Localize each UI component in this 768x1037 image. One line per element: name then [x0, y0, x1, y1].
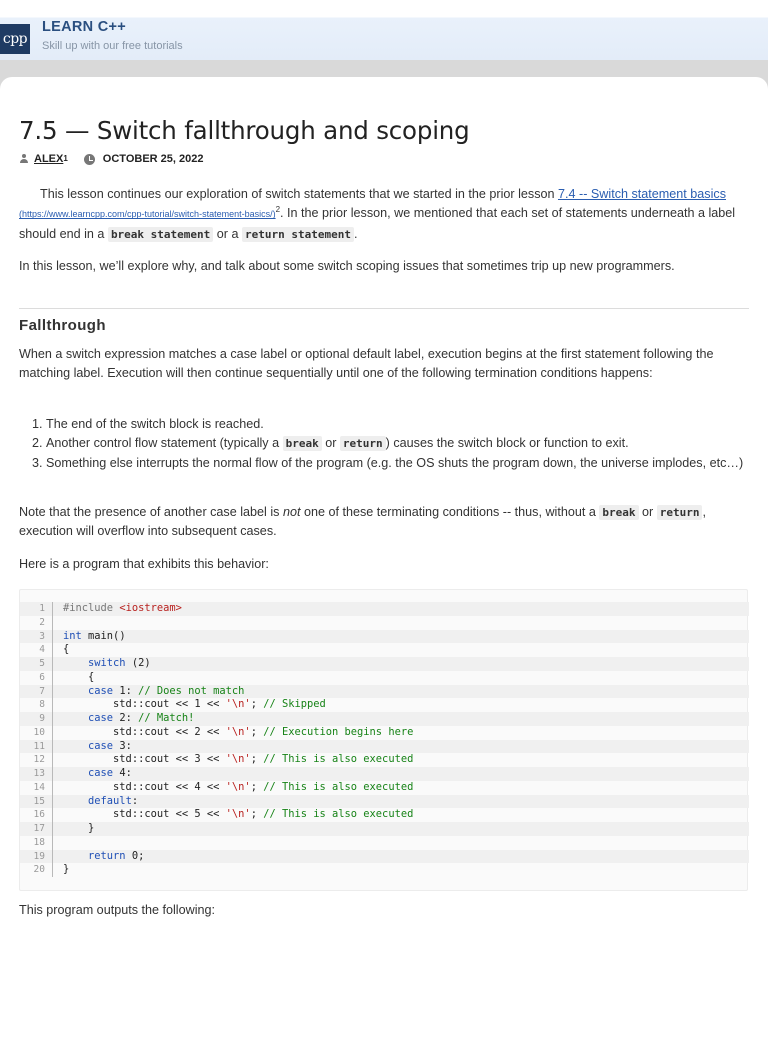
site-logo[interactable]: cpp	[0, 24, 30, 54]
inline-code-break: break	[283, 436, 322, 451]
code-line: 14 std::cout << 4 << '\n'; // This is also executed	[33, 780, 414, 793]
code-line: 15 default:	[20, 795, 749, 809]
inline-code-return: return	[340, 436, 386, 451]
inline-code-return-statement: return statement	[242, 227, 354, 242]
article-meta: ALEX 1 OCTOBER 25, 2022	[19, 152, 203, 166]
fallthrough-paragraph: When a switch expression matches a case label or optional default label, execution begins at the first statement following the matching label. Execution will then continue sequentially until one of the following termination conditions happens:	[19, 347, 714, 381]
note-paragraph: Note that the presence of another case label is not one of these terminating conditions -- thus, without a break or return , execution will overflow into subsequent cases.	[19, 505, 706, 539]
prior-lesson-link[interactable]: 7.4 -- Switch statement basics (https://www.learncpp.com/cpp-tutorial/switch-statement-basics/)	[19, 187, 726, 220]
code-line: 13 case 4:	[20, 767, 749, 781]
code-line: 4 {	[39, 643, 70, 656]
code-line: 9 case 2: // Match!	[20, 712, 749, 726]
why-paragraph: In this lesson, we’ll explore why, and talk about some switch scoping issues that sometimes trip up new programmers.	[19, 259, 675, 273]
author-link[interactable]: ALEX	[34, 153, 64, 165]
emphasis-not: not	[282, 505, 301, 519]
code-line: 1 #include <iostream>	[20, 602, 749, 616]
inline-code-return: return	[657, 505, 703, 520]
section-divider	[19, 308, 749, 309]
article-card	[0, 77, 768, 1037]
list-item: 3. Something else interrupts the normal flow of the program (e.g. the OS shuts the program down, the universe implodes, etc…)	[46, 454, 749, 473]
code-line: 10 std::cout << 2 << '\n'; // Execution begins here	[33, 725, 414, 738]
page-title: 7.5 — Switch fallthrough and scoping	[19, 116, 470, 145]
publish-date: OCTOBER 25, 2022	[102, 153, 204, 165]
code-line: 7 case 1: // Does not match	[20, 685, 749, 699]
code-line: 16 std::cout << 5 << '\n'; // This is also executed	[33, 808, 414, 821]
termination-conditions-list	[19, 415, 749, 473]
code-line: 19 return 0;	[20, 850, 749, 864]
intro-paragraph: This lesson continues our exploration of switch statements that we started in the prior lesson 7.4 -- Switch statement basics (https://www.learncpp.com/cpp-tutorial/switch-statement-basics/)$^2$. In the prior lesson, we mentioned that each set of statements underneath a label should end in a break statement or a return statement .	[19, 187, 736, 241]
code-line: 18	[20, 836, 749, 850]
list-item: 2. Another control flow statement (typically a break or return ) causes the switch block or function to exit.	[46, 434, 749, 453]
code-line: 11 case 3:	[20, 740, 749, 754]
site-header	[0, 0, 768, 60]
code-line: 12 std::cout << 3 << '\n'; // This is also executed	[33, 753, 414, 766]
code-line: 6 {	[39, 670, 95, 683]
code-line: 8 std::cout << 1 << '\n'; // Skipped	[39, 698, 326, 711]
code-block[interactable]	[19, 589, 748, 891]
code-lines	[20, 602, 749, 877]
code-line: 5 switch (2)	[20, 657, 749, 671]
program-intro-paragraph: Here is a program that exhibits this behavior:	[19, 557, 269, 571]
code-line: 17 }	[20, 822, 749, 836]
code-line: 20 }	[33, 863, 70, 876]
output-intro-paragraph: This program outputs the following:	[19, 903, 216, 917]
link-footnote: 2	[275, 205, 281, 215]
clock-icon	[84, 154, 95, 165]
code-line: 2	[20, 616, 749, 630]
site-title[interactable]: LEARN C++	[42, 19, 127, 35]
inline-code-break-statement: break statement	[108, 227, 213, 242]
person-icon	[19, 154, 29, 164]
section-heading-fallthrough: Fallthrough	[19, 317, 106, 334]
inline-code-break: break	[599, 505, 638, 520]
list-item: 1. The end of the switch block is reached.	[46, 415, 749, 434]
site-tagline: Skill up with our free tutorials	[42, 40, 183, 52]
code-line: 3 int main()	[20, 630, 749, 644]
